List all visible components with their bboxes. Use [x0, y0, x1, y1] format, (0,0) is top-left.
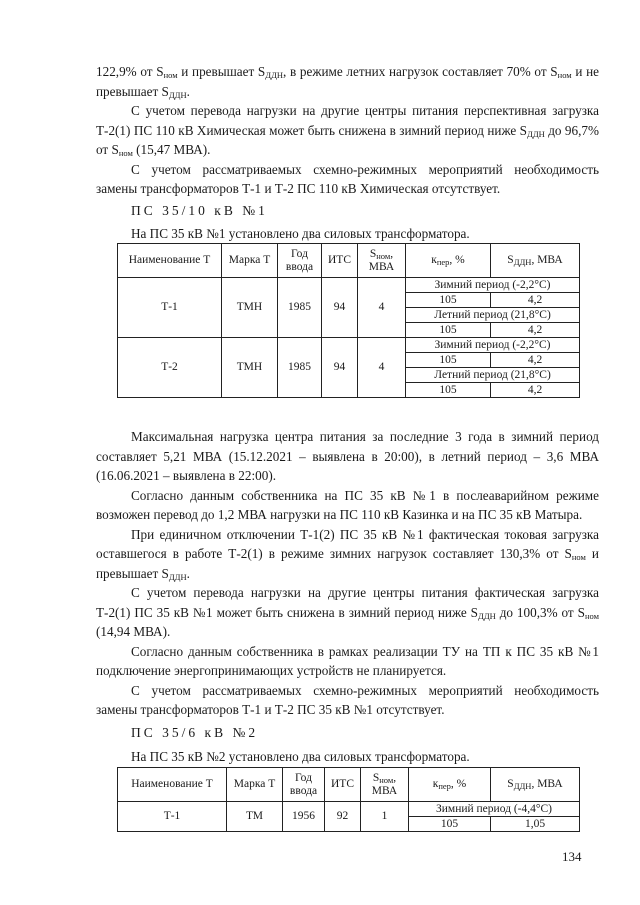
cell-sddn: 4,2 — [491, 353, 580, 368]
cell-kper: 105 — [406, 353, 491, 368]
cell-year: 1985 — [278, 278, 322, 338]
col-its: ИТС — [322, 244, 358, 278]
cell-sddn: 4,2 — [491, 383, 580, 398]
cell-its: 94 — [322, 338, 358, 398]
cell-sddn: 1,05 — [491, 817, 580, 832]
cell-brand: ТМН — [222, 278, 278, 338]
cell-sddn: 4,2 — [491, 323, 580, 338]
cell-name: Т-2 — [118, 338, 222, 398]
col-brand: Марка Т — [222, 244, 278, 278]
cell-year: 1956 — [283, 802, 325, 832]
cell-snom: 4 — [358, 278, 406, 338]
paragraph: С учетом перевода нагрузки на другие центры питания перспективная загрузка Т-2(1) ПС 110 кВ Химическая может быть снижена в зимний период ниже $S_{ДДН}$ до 96,7% от $S_{ном}$ (15,47 МВА). — [96, 103, 599, 158]
cell-snom: 4 — [358, 338, 406, 398]
cell-brand: ТМН — [222, 338, 278, 398]
cell-kper: 105 — [406, 293, 491, 308]
cell-period: Зимний период (-4,4°С) — [409, 802, 580, 817]
col-name: Наименование Т — [118, 244, 222, 278]
col-year: Год ввода — [278, 244, 322, 278]
cell-period: Летний период (21,8°С) — [406, 368, 580, 383]
cell-kper: 105 — [406, 323, 491, 338]
table-row — [118, 278, 580, 293]
cell-name: Т-1 — [118, 802, 227, 832]
col-kper: $к_{пер}$, % — [406, 244, 491, 278]
table-row — [118, 338, 580, 353]
cell-period: Зимний период (-2,2°С) — [406, 278, 580, 293]
section-intro — [131, 224, 601, 244]
cell-its: 94 — [322, 278, 358, 338]
table-header-row — [118, 768, 580, 802]
paragraph: С учетом рассматриваемых схемно-режимных мероприятий необходимость замены трансформаторов Т-1 и Т-2 ПС 35 кВ №1 отсутствует. — [96, 682, 599, 717]
paragraph: 122,9% от $S_{ном}$ и превышает $S_{ДДН}$, в режиме летних нагрузок составляет 70% от $S_{ном}$ и не превышает $S_{ДДН}$. — [96, 64, 600, 100]
col-snom: $S_{ном}$, МВА — [361, 768, 409, 802]
col-its: ИТС — [325, 768, 361, 802]
cell-kper: 105 — [409, 817, 491, 832]
paragraph: Согласно данным собственника на ПС 35 кВ №1 в послеаварийном режиме возможен перевод до 1,2 МВА нагрузки на ПС 110 кВ Казинка и на ПС 35 кВ Матыра. — [96, 487, 599, 522]
paragraph: При единичном отключении Т-1(2) ПС 35 кВ №1 фактическая токовая загрузка оставшегося в работе Т-2(1) в режиме зимних нагрузок составляет 130,3% от $S_{ном}$ и превышает $S_{ДДН}$. — [96, 526, 599, 582]
col-name: Наименование Т — [118, 768, 227, 802]
cell-its: 92 — [325, 802, 361, 832]
paragraph: Максимальная нагрузка центра питания за последние 3 года в зимний период составляет 5,21 МВА (15.12.2021 – выявлена в 20:00), в летний период – 3,6 МВА (16.06.2021 – выявлена в 22:00). — [96, 429, 599, 483]
col-snom: $S_{ном}$, МВА — [358, 244, 406, 278]
cell-name: Т-1 — [118, 278, 222, 338]
paragraph: На ПС 35 кВ №2 установлено два силовых трансформатора. — [131, 749, 470, 764]
col-kper: $к_{пер}$, % — [409, 768, 491, 802]
page-number: 134 — [562, 849, 582, 864]
section-heading: ПС 35/6 кВ №2 — [131, 725, 259, 740]
section-heading: ПС 35/10 кВ №1 — [131, 203, 268, 218]
paragraph: С учетом рассматриваемых схемно-режимных мероприятий необходимость замены трансформаторов Т-1 и Т-2 ПС 110 кВ Химическая отсутствует. — [96, 161, 599, 196]
table-header-row — [118, 244, 580, 278]
paragraph: Согласно данным собственника в рамках реализации ТУ на ТП к ПС 35 кВ №1 подключение энергопринимающих устройств не планируется. — [96, 643, 599, 678]
cell-brand: ТМ — [227, 802, 283, 832]
col-year: Год ввода — [283, 768, 325, 802]
paragraph: С учетом перевода нагрузки на другие центры питания фактическая загрузка Т-2(1) ПС 35 кВ №1 может быть снижена в зимний период ниже $S_{ДДН}$ до 100,3% от $S_{ном}$ (14,94 МВА). — [96, 585, 599, 639]
middle-text — [96, 427, 599, 720]
cell-kper: 105 — [406, 383, 491, 398]
cell-period: Летний период (21,8°С) — [406, 308, 580, 323]
table-row — [118, 802, 580, 817]
cell-period: Зимний период (-2,2°С) — [406, 338, 580, 353]
col-sddn: $S_{ДДН}$, МВА — [491, 244, 580, 278]
col-sddn: $S_{ДДН}$, МВА — [491, 768, 580, 802]
paragraph: На ПС 35 кВ №1 установлено два силовых трансформатора. — [131, 226, 470, 241]
top-text — [96, 62, 599, 199]
cell-snom: 1 — [361, 802, 409, 832]
cell-year: 1985 — [278, 338, 322, 398]
section-intro — [131, 747, 601, 767]
col-brand: Марка Т — [227, 768, 283, 802]
cell-sddn: 4,2 — [491, 293, 580, 308]
transformer-table — [117, 767, 580, 832]
transformer-table — [117, 243, 580, 398]
